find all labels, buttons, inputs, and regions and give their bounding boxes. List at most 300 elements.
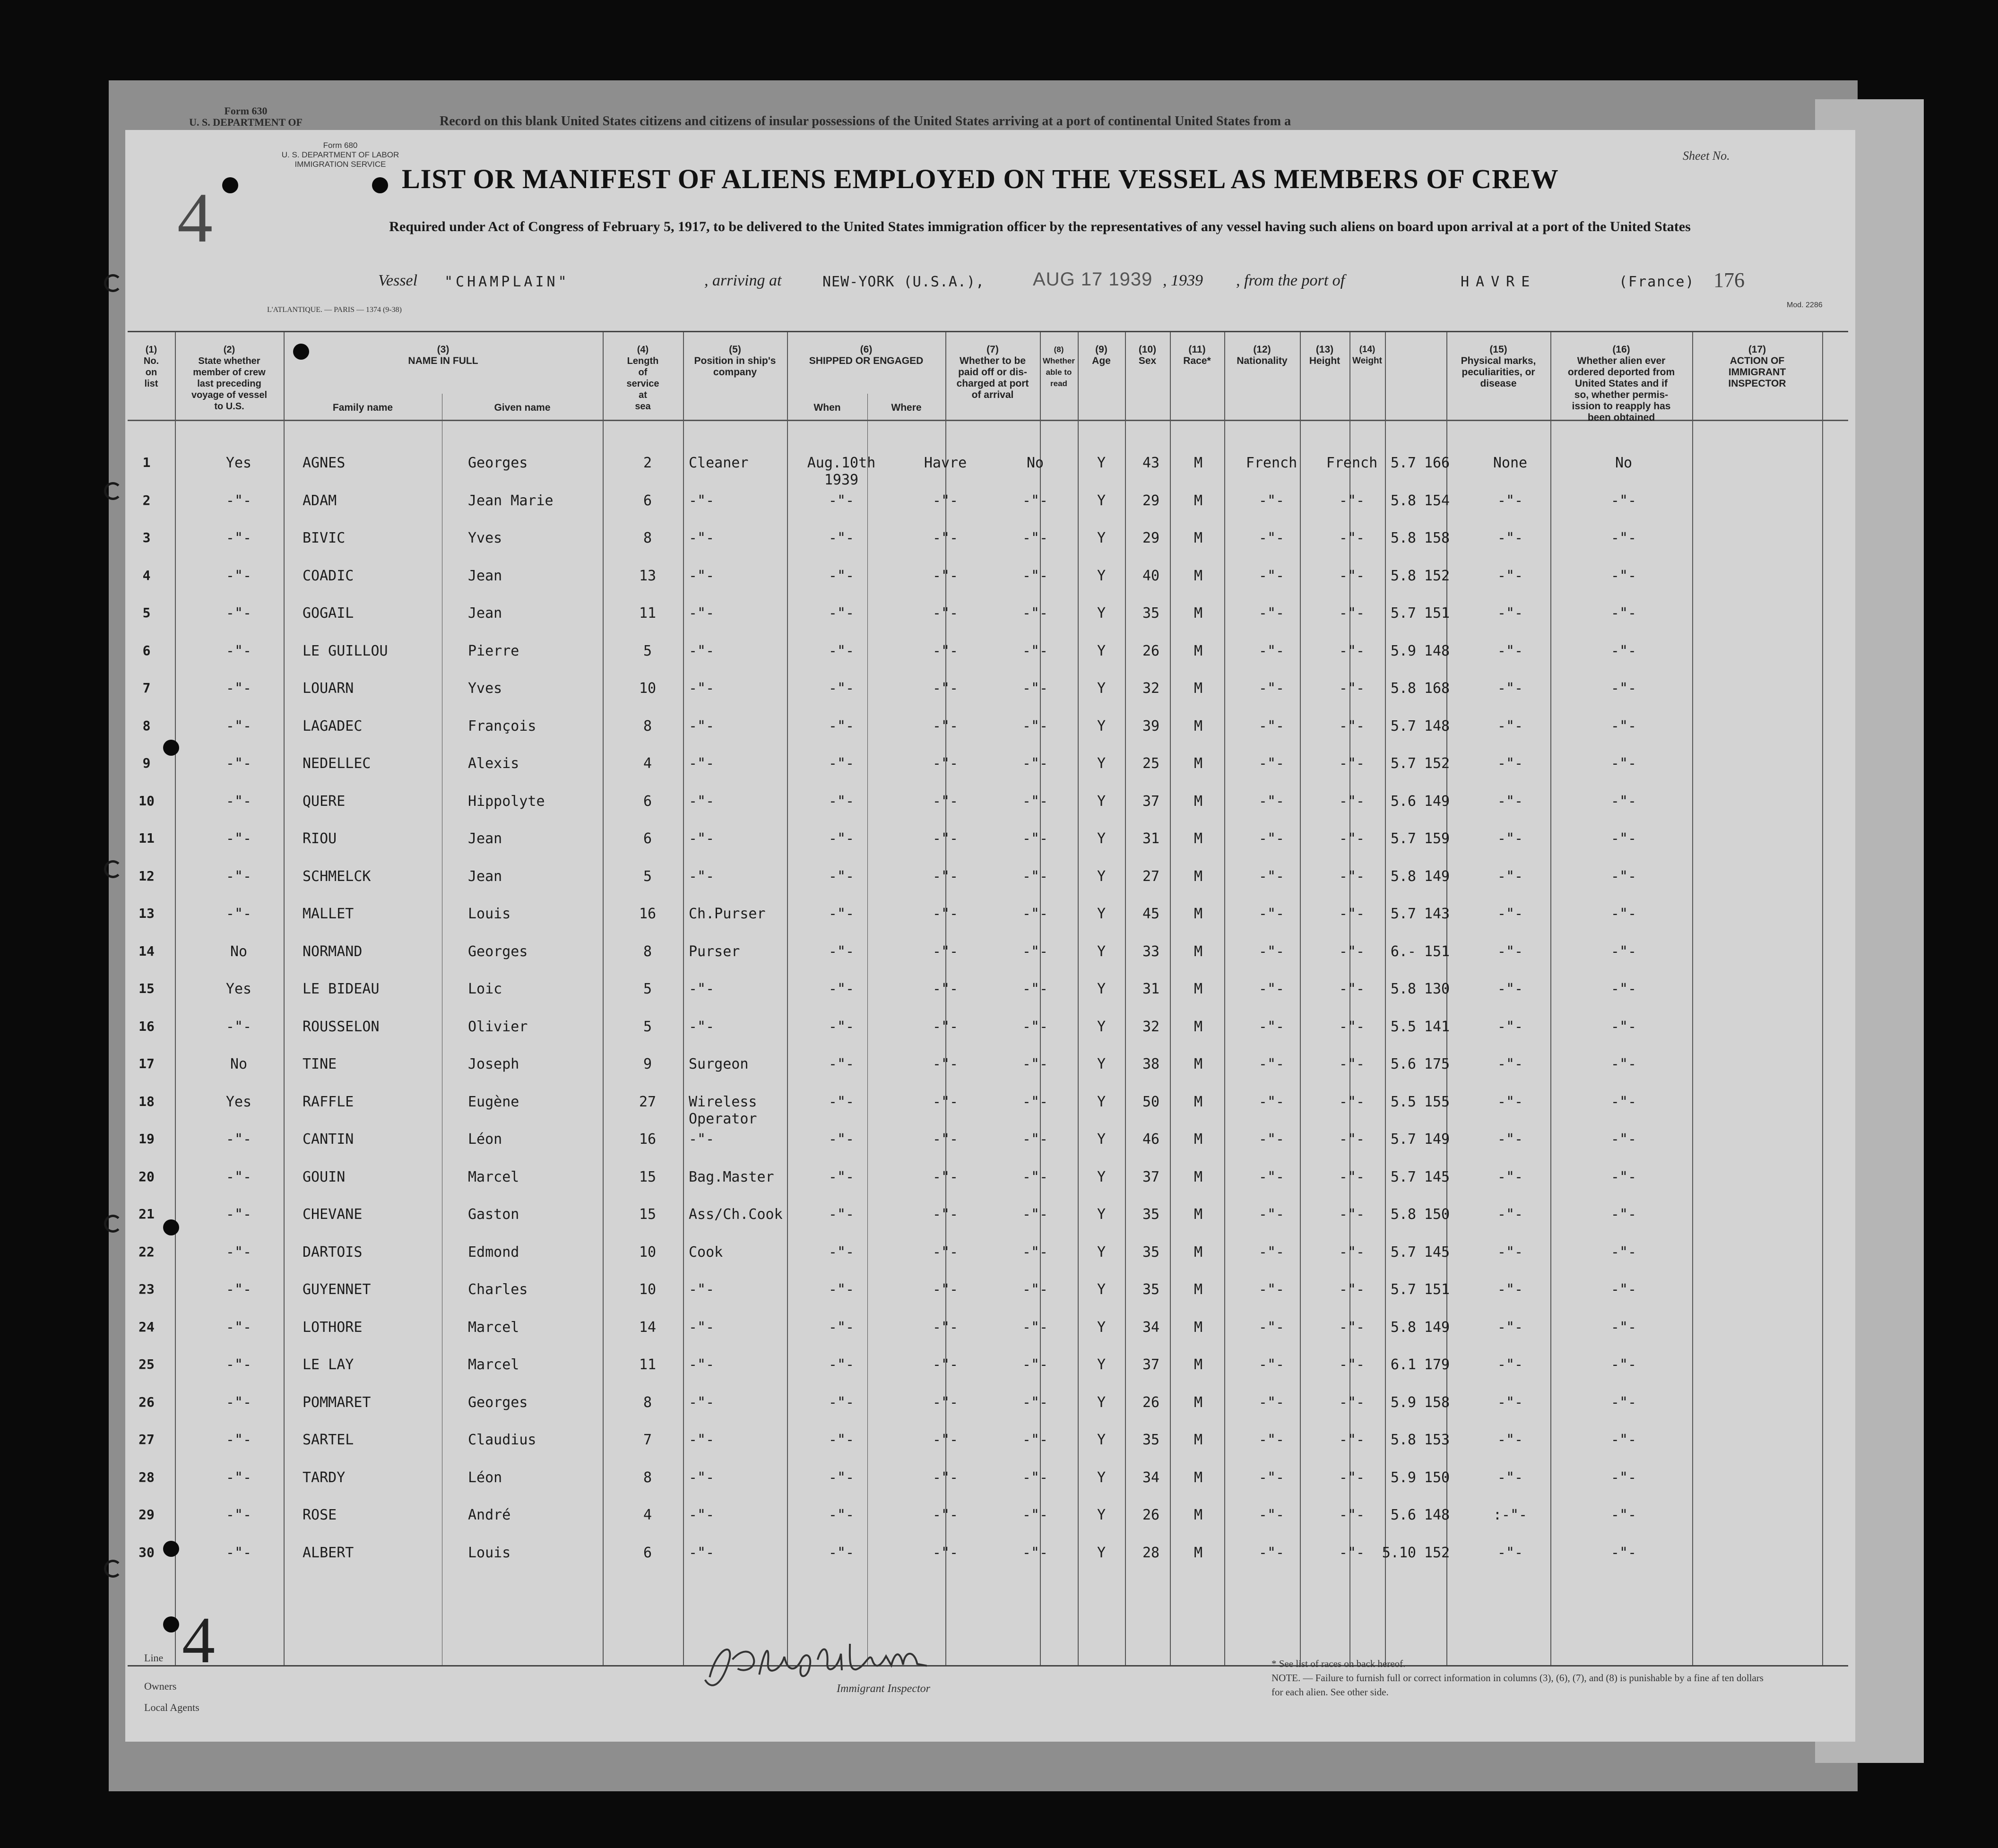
- cell-deported-status: -"-: [1610, 1018, 1637, 1035]
- cell-deported-status: -"-: [1610, 830, 1637, 847]
- cell-previous-voyage: -"-: [225, 1244, 252, 1261]
- cell-shipped-when: -"-: [828, 567, 855, 584]
- cell-position: Bag.Master: [689, 1168, 774, 1185]
- cell-shipped-when: -"-: [828, 1168, 855, 1185]
- cell-row-number: 24: [138, 1319, 155, 1335]
- cell-given-name: Loic: [468, 981, 502, 997]
- cell-shipped-where: -"-: [932, 830, 959, 847]
- cell-family-name: ADAM: [303, 492, 337, 509]
- cell-shipped-where: -"-: [932, 981, 959, 997]
- cell-nationality: -"-: [1339, 1168, 1365, 1185]
- cell-nationality: French: [1326, 455, 1378, 471]
- cell-nationality: -"-: [1339, 1056, 1365, 1072]
- cell-physical-marks: -"-: [1497, 642, 1523, 659]
- cell-physical-marks: -"-: [1497, 680, 1523, 697]
- form-id: Form 680 U. S. DEPARTMENT OF LABOR IMMIGRATION SERVICE: [281, 141, 399, 169]
- cell-sex: M: [1194, 868, 1203, 885]
- cell-age: 26: [1142, 642, 1160, 659]
- cell-sex: M: [1194, 1432, 1203, 1448]
- cell-age: 32: [1142, 1018, 1160, 1035]
- cell-position: -"-: [689, 642, 715, 659]
- cell-given-name: Joseph: [468, 1056, 519, 1072]
- cell-weight: 141: [1424, 1018, 1450, 1035]
- cell-position: -"-: [689, 755, 715, 772]
- table-row: [128, 1050, 1848, 1088]
- table-row: [128, 1426, 1848, 1464]
- cell-shipped-where: -"-: [932, 1507, 959, 1523]
- cell-previous-voyage: -"-: [225, 1206, 252, 1223]
- table-row: [128, 1313, 1848, 1351]
- cell-age: 45: [1142, 906, 1160, 922]
- cell-age: 29: [1142, 492, 1160, 509]
- cell-race: -"-: [1258, 868, 1285, 885]
- cell-deported-status: -"-: [1610, 1056, 1637, 1072]
- cell-given-name: Georges: [468, 455, 528, 471]
- cell-weight: 148: [1424, 1507, 1450, 1523]
- cell-shipped-when: -"-: [828, 1544, 855, 1561]
- cell-sex: M: [1194, 492, 1203, 509]
- cell-position: -"-: [689, 567, 715, 584]
- cell-nationality: -"-: [1339, 868, 1365, 885]
- cell-given-name: Yves: [468, 530, 502, 546]
- cell-previous-voyage: No: [230, 1056, 248, 1072]
- handwritten-page-mark-bottom: 4: [182, 1604, 215, 1677]
- cell-height: 5.6: [1390, 1056, 1416, 1072]
- punch-hole: [293, 344, 309, 360]
- cell-family-name: CANTIN: [303, 1131, 354, 1148]
- cell-weight: 155: [1424, 1093, 1450, 1110]
- cell-race: -"-: [1258, 680, 1285, 697]
- punch-hole: [163, 1219, 179, 1235]
- cell-physical-marks: -"-: [1497, 830, 1523, 847]
- header-col-given-name: Given name: [494, 402, 551, 413]
- cell-weight: 149: [1424, 868, 1450, 885]
- cell-weight: 145: [1424, 1168, 1450, 1185]
- cell-height: 5.7: [1390, 1281, 1416, 1298]
- cell-paid-off: -"-: [1022, 793, 1048, 810]
- cell-physical-marks: -"-: [1497, 1394, 1523, 1411]
- cell-deported-status: -"-: [1610, 1093, 1637, 1110]
- cell-physical-marks: -"-: [1497, 793, 1523, 810]
- cell-race: -"-: [1258, 793, 1285, 810]
- cell-height: 5.6: [1390, 1507, 1416, 1523]
- cell-age: 35: [1142, 1432, 1160, 1448]
- cell-row-number: 29: [138, 1507, 155, 1522]
- cell-physical-marks: None: [1493, 455, 1528, 471]
- cell-previous-voyage: -"-: [225, 906, 252, 922]
- cell-able-to-read: Y: [1097, 1394, 1106, 1411]
- printer-imprint: L'ATLANTIQUE. — PARIS — 1374 (9-38): [267, 306, 402, 314]
- cell-row-number: 23: [138, 1281, 155, 1297]
- cell-family-name: COADIC: [303, 567, 354, 584]
- cell-service-length: 14: [639, 1319, 657, 1336]
- cell-race: -"-: [1258, 1168, 1285, 1185]
- cell-row-number: 2: [142, 492, 151, 508]
- cell-shipped-when: -"-: [828, 1356, 855, 1373]
- cell-shipped-when: -"-: [828, 943, 855, 960]
- cell-given-name: Jean: [468, 605, 502, 622]
- cell-nationality: -"-: [1339, 1206, 1365, 1223]
- cell-row-number: 13: [138, 906, 155, 921]
- table-row: [128, 863, 1848, 900]
- cell-age: 25: [1142, 755, 1160, 772]
- cell-previous-voyage: -"-: [225, 1168, 252, 1185]
- cell-physical-marks: -"-: [1497, 1131, 1523, 1148]
- cell-weight: 149: [1424, 793, 1450, 810]
- cell-deported-status: -"-: [1610, 1319, 1637, 1336]
- cell-given-name: Gaston: [468, 1206, 519, 1223]
- table-row: [128, 1088, 1848, 1126]
- cell-shipped-where: -"-: [932, 717, 959, 734]
- cell-position: Cleaner: [689, 455, 749, 471]
- cell-able-to-read: Y: [1097, 1056, 1106, 1072]
- cell-shipped-when: -"-: [828, 717, 855, 734]
- cell-weight: 152: [1424, 567, 1450, 584]
- cell-shipped-where: -"-: [932, 1056, 959, 1072]
- cell-age: 35: [1142, 605, 1160, 622]
- cell-position: -"-: [689, 492, 715, 509]
- cell-row-number: 12: [138, 868, 155, 884]
- cell-row-number: 21: [138, 1206, 155, 1222]
- cell-service-length: 8: [643, 1469, 652, 1486]
- cell-position: -"-: [689, 1018, 715, 1035]
- date-stamp: AUG 17 1939: [1033, 269, 1153, 290]
- cell-able-to-read: Y: [1097, 1507, 1106, 1523]
- cell-able-to-read: Y: [1097, 717, 1106, 734]
- cell-race: -"-: [1258, 1394, 1285, 1411]
- cell-nationality: -"-: [1339, 1356, 1365, 1373]
- table-row: [128, 524, 1848, 562]
- table-row: [128, 674, 1848, 712]
- cell-family-name: RAFFLE: [303, 1093, 354, 1110]
- cell-nationality: -"-: [1339, 830, 1365, 847]
- cell-height: 5.9: [1390, 1469, 1416, 1486]
- cell-position: -"-: [689, 1469, 715, 1486]
- cell-physical-marks: -"-: [1497, 717, 1523, 734]
- header-col-when: When: [813, 402, 841, 413]
- cell-deported-status: -"-: [1610, 1168, 1637, 1185]
- cell-sex: M: [1194, 1469, 1203, 1486]
- cell-physical-marks: -"-: [1497, 1432, 1523, 1448]
- cell-race: -"-: [1258, 1131, 1285, 1148]
- table-row: [128, 487, 1848, 525]
- cell-row-number: 18: [138, 1093, 155, 1109]
- cell-able-to-read: Y: [1097, 567, 1106, 584]
- cell-height: 5.8: [1390, 981, 1416, 997]
- cell-nationality: -"-: [1339, 567, 1365, 584]
- cell-height: 5.7: [1390, 605, 1416, 622]
- cell-given-name: Louis: [468, 906, 511, 922]
- cell-weight: 149: [1424, 1319, 1450, 1336]
- cell-weight: 151: [1424, 943, 1450, 960]
- cell-weight: 152: [1424, 1544, 1450, 1561]
- cell-sex: M: [1194, 1544, 1203, 1561]
- cell-previous-voyage: Yes: [225, 455, 252, 471]
- cell-position: -"-: [689, 981, 715, 997]
- punch-hole: [222, 177, 238, 193]
- cell-paid-off: -"-: [1022, 1394, 1048, 1411]
- cell-able-to-read: Y: [1097, 1544, 1106, 1561]
- cell-paid-off: -"-: [1022, 567, 1048, 584]
- page-title: LIST OR MANIFEST OF ALIENS EMPLOYED ON THE VESSEL AS MEMBERS OF CREW: [402, 164, 1559, 194]
- cell-given-name: Jean: [468, 567, 502, 584]
- cell-paid-off: -"-: [1022, 1469, 1048, 1486]
- cell-shipped-when: -"-: [828, 868, 855, 885]
- cell-row-number: 1: [142, 455, 151, 470]
- cell-deported-status: -"-: [1610, 605, 1637, 622]
- cell-deported-status: -"-: [1610, 717, 1637, 734]
- vessel-label: Vessel: [378, 272, 418, 289]
- cell-height: 5.8: [1390, 492, 1416, 509]
- cell-physical-marks: -"-: [1497, 1356, 1523, 1373]
- table-row: [128, 1539, 1848, 1577]
- cell-family-name: SARTEL: [303, 1432, 354, 1448]
- cell-race: -"-: [1258, 1018, 1285, 1035]
- cell-paid-off: -"-: [1022, 906, 1048, 922]
- cell-row-number: 10: [138, 793, 155, 809]
- cell-shipped-where: -"-: [932, 1394, 959, 1411]
- cell-height: 5.8: [1390, 1319, 1416, 1336]
- cell-deported-status: -"-: [1610, 943, 1637, 960]
- cell-weight: 158: [1424, 530, 1450, 546]
- cell-weight: 145: [1424, 1244, 1450, 1261]
- cell-able-to-read: Y: [1097, 755, 1106, 772]
- cell-row-number: 30: [138, 1544, 155, 1560]
- cell-paid-off: -"-: [1022, 830, 1048, 847]
- mod-number: Mod. 2286: [1787, 301, 1823, 309]
- cell-deported-status: -"-: [1610, 1469, 1637, 1486]
- cell-nationality: -"-: [1339, 680, 1365, 697]
- cell-sex: M: [1194, 1131, 1203, 1148]
- cell-position: Ass/Ch.Cook: [689, 1206, 783, 1223]
- cell-paid-off: -"-: [1022, 1168, 1048, 1185]
- cell-shipped-where: -"-: [932, 943, 959, 960]
- binder-ring: [104, 860, 122, 878]
- binder-ring: [104, 274, 122, 292]
- cell-service-length: 16: [639, 1131, 657, 1148]
- cell-physical-marks: -"-: [1497, 755, 1523, 772]
- cell-shipped-where: -"-: [932, 1131, 959, 1148]
- cell-sex: M: [1194, 1356, 1203, 1373]
- cell-height: 5.7: [1390, 755, 1416, 772]
- cell-race: -"-: [1258, 943, 1285, 960]
- cell-family-name: LOUARN: [303, 680, 354, 697]
- cell-row-number: 5: [142, 605, 151, 621]
- cell-previous-voyage: -"-: [225, 1356, 252, 1373]
- cell-previous-voyage: Yes: [225, 1093, 252, 1110]
- cell-service-length: 2: [643, 455, 652, 471]
- cell-age: 32: [1142, 680, 1160, 697]
- cell-paid-off: -"-: [1022, 868, 1048, 885]
- cell-nationality: -"-: [1339, 1469, 1365, 1486]
- cell-paid-off: -"-: [1022, 755, 1048, 772]
- cell-age: 26: [1142, 1507, 1160, 1523]
- cell-row-number: 15: [138, 981, 155, 996]
- cell-service-length: 4: [643, 755, 652, 772]
- cell-paid-off: -"-: [1022, 1281, 1048, 1298]
- cell-sex: M: [1194, 642, 1203, 659]
- line-label: Line: [144, 1652, 164, 1664]
- cell-race: -"-: [1258, 1056, 1285, 1072]
- cell-height: 5.7: [1390, 1168, 1416, 1185]
- cell-nationality: -"-: [1339, 1244, 1365, 1261]
- cell-weight: 148: [1424, 642, 1450, 659]
- cell-deported-status: -"-: [1610, 642, 1637, 659]
- cell-sex: M: [1194, 680, 1203, 697]
- cell-height: 5.7: [1390, 455, 1416, 471]
- cell-paid-off: -"-: [1022, 1131, 1048, 1148]
- cell-sex: M: [1194, 1206, 1203, 1223]
- cell-sex: M: [1194, 793, 1203, 810]
- header-col-inspector-action: (17) ACTION OF IMMIGRANT INSPECTOR: [1728, 344, 1786, 389]
- cell-sex: M: [1194, 605, 1203, 622]
- signature-caption: Immigrant Inspector: [837, 1683, 930, 1695]
- cell-family-name: NEDELLEC: [303, 755, 371, 772]
- cell-position: -"-: [689, 680, 715, 697]
- cell-height: 5.5: [1390, 1093, 1416, 1110]
- year: , 1939: [1163, 272, 1203, 289]
- cell-height: 5.7: [1390, 830, 1416, 847]
- cell-weight: 148: [1424, 717, 1450, 734]
- cell-height: 5.8: [1390, 1206, 1416, 1223]
- cell-shipped-when: Aug.10th 1939: [807, 455, 876, 488]
- cell-previous-voyage: -"-: [225, 530, 252, 546]
- cell-position: Cook: [689, 1244, 723, 1261]
- cell-able-to-read: Y: [1097, 943, 1106, 960]
- cell-previous-voyage: Yes: [225, 981, 252, 997]
- cell-row-number: 6: [142, 642, 151, 658]
- table-row: [128, 900, 1848, 938]
- cell-sex: M: [1194, 1507, 1203, 1523]
- cell-physical-marks: -"-: [1497, 492, 1523, 509]
- cell-paid-off: -"-: [1022, 605, 1048, 622]
- cell-able-to-read: Y: [1097, 455, 1106, 471]
- cell-shipped-where: -"-: [932, 1206, 959, 1223]
- cell-nationality: -"-: [1339, 1507, 1365, 1523]
- cell-able-to-read: Y: [1097, 605, 1106, 622]
- cell-height: 5.7: [1390, 906, 1416, 922]
- cell-nationality: -"-: [1339, 717, 1365, 734]
- cell-height: 5.7: [1390, 1244, 1416, 1261]
- cell-weight: 150: [1424, 1469, 1450, 1486]
- header-col-marks: (15) Physical marks, peculiarities, or disease: [1461, 344, 1536, 389]
- cell-position: Surgeon: [689, 1056, 749, 1072]
- cell-position: -"-: [689, 1507, 715, 1523]
- punch-hole: [372, 177, 388, 193]
- cell-previous-voyage: -"-: [225, 1469, 252, 1486]
- cell-previous-voyage: -"-: [225, 1018, 252, 1035]
- cell-weight: 175: [1424, 1056, 1450, 1072]
- cell-previous-voyage: -"-: [225, 1394, 252, 1411]
- cell-family-name: ALBERT: [303, 1544, 354, 1561]
- cell-deported-status: -"-: [1610, 793, 1637, 810]
- cell-weight: 179: [1424, 1356, 1450, 1373]
- cell-shipped-when: -"-: [828, 1206, 855, 1223]
- cell-age: 40: [1142, 567, 1160, 584]
- cell-race: -"-: [1258, 1469, 1285, 1486]
- cell-family-name: LOTHORE: [303, 1319, 363, 1336]
- cell-race: -"-: [1258, 981, 1285, 997]
- cell-position: -"-: [689, 1131, 715, 1148]
- cell-service-length: 6: [643, 1544, 652, 1561]
- cell-family-name: ROUSSELON: [303, 1018, 380, 1035]
- cell-position: Ch.Purser: [689, 906, 766, 922]
- footnote: [1271, 1657, 1768, 1699]
- cell-family-name: QUERE: [303, 793, 346, 810]
- cell-given-name: Georges: [468, 1394, 528, 1411]
- cell-race: -"-: [1258, 1093, 1285, 1110]
- cell-row-number: 25: [138, 1356, 155, 1372]
- cell-able-to-read: Y: [1097, 981, 1106, 997]
- header-col-nationality: (12) Nationality: [1237, 344, 1288, 366]
- cell-sex: M: [1194, 1168, 1203, 1185]
- cell-family-name: SCHMELCK: [303, 868, 371, 885]
- cell-sex: M: [1194, 1244, 1203, 1261]
- cell-nationality: -"-: [1339, 755, 1365, 772]
- cell-nationality: -"-: [1339, 1544, 1365, 1561]
- cell-sex: M: [1194, 1056, 1203, 1072]
- cell-able-to-read: Y: [1097, 1281, 1106, 1298]
- cell-paid-off: -"-: [1022, 680, 1048, 697]
- cell-age: 33: [1142, 943, 1160, 960]
- port-of-arrival: NEW-YORK (U.S.A.),: [822, 274, 985, 290]
- cell-shipped-when: -"-: [828, 1244, 855, 1261]
- header-col-name: (3) NAME IN FULL: [408, 344, 478, 366]
- cell-height: 5.8: [1390, 680, 1416, 697]
- cell-given-name: Alexis: [468, 755, 519, 772]
- cell-shipped-when: -"-: [828, 793, 855, 810]
- cell-deported-status: -"-: [1610, 1507, 1637, 1523]
- cell-family-name: GUYENNET: [303, 1281, 371, 1298]
- cell-deported-status: -"-: [1610, 1432, 1637, 1448]
- cell-shipped-where: -"-: [932, 680, 959, 697]
- cell-service-length: 4: [643, 1507, 652, 1523]
- punch-hole: [163, 740, 179, 756]
- cell-family-name: CHEVANE: [303, 1206, 363, 1223]
- cell-previous-voyage: -"-: [225, 1544, 252, 1561]
- cell-race: -"-: [1258, 1544, 1285, 1561]
- cell-age: 37: [1142, 1168, 1160, 1185]
- table-row: [128, 1389, 1848, 1426]
- cell-family-name: LE LAY: [303, 1356, 354, 1373]
- cell-given-name: Olivier: [468, 1018, 528, 1035]
- binder-ring: [104, 1560, 122, 1578]
- cell-age: 35: [1142, 1206, 1160, 1223]
- cell-shipped-where: -"-: [932, 530, 959, 546]
- cell-age: 28: [1142, 1544, 1160, 1561]
- cell-sex: M: [1194, 943, 1203, 960]
- cell-shipped-where: -"-: [932, 1093, 959, 1110]
- cell-height: 5.8: [1390, 530, 1416, 546]
- table-row: [128, 1464, 1848, 1502]
- cell-service-length: 15: [639, 1206, 657, 1223]
- cell-sex: M: [1194, 981, 1203, 997]
- header-col-weight: (14) Weight: [1352, 345, 1382, 366]
- header-col-shipped: (6) SHIPPED OR ENGAGED: [809, 344, 924, 366]
- cell-shipped-when: -"-: [828, 1281, 855, 1298]
- cell-nationality: -"-: [1339, 1432, 1365, 1448]
- cell-given-name: Léon: [468, 1469, 502, 1486]
- cell-nationality: -"-: [1339, 793, 1365, 810]
- cell-paid-off: -"-: [1022, 1432, 1048, 1448]
- cell-family-name: TARDY: [303, 1469, 346, 1486]
- cell-given-name: Eugène: [468, 1093, 519, 1110]
- cell-able-to-read: Y: [1097, 680, 1106, 697]
- cell-age: 34: [1142, 1469, 1160, 1486]
- cell-sex: M: [1194, 906, 1203, 922]
- cell-shipped-when: -"-: [828, 906, 855, 922]
- cell-nationality: -"-: [1339, 981, 1365, 997]
